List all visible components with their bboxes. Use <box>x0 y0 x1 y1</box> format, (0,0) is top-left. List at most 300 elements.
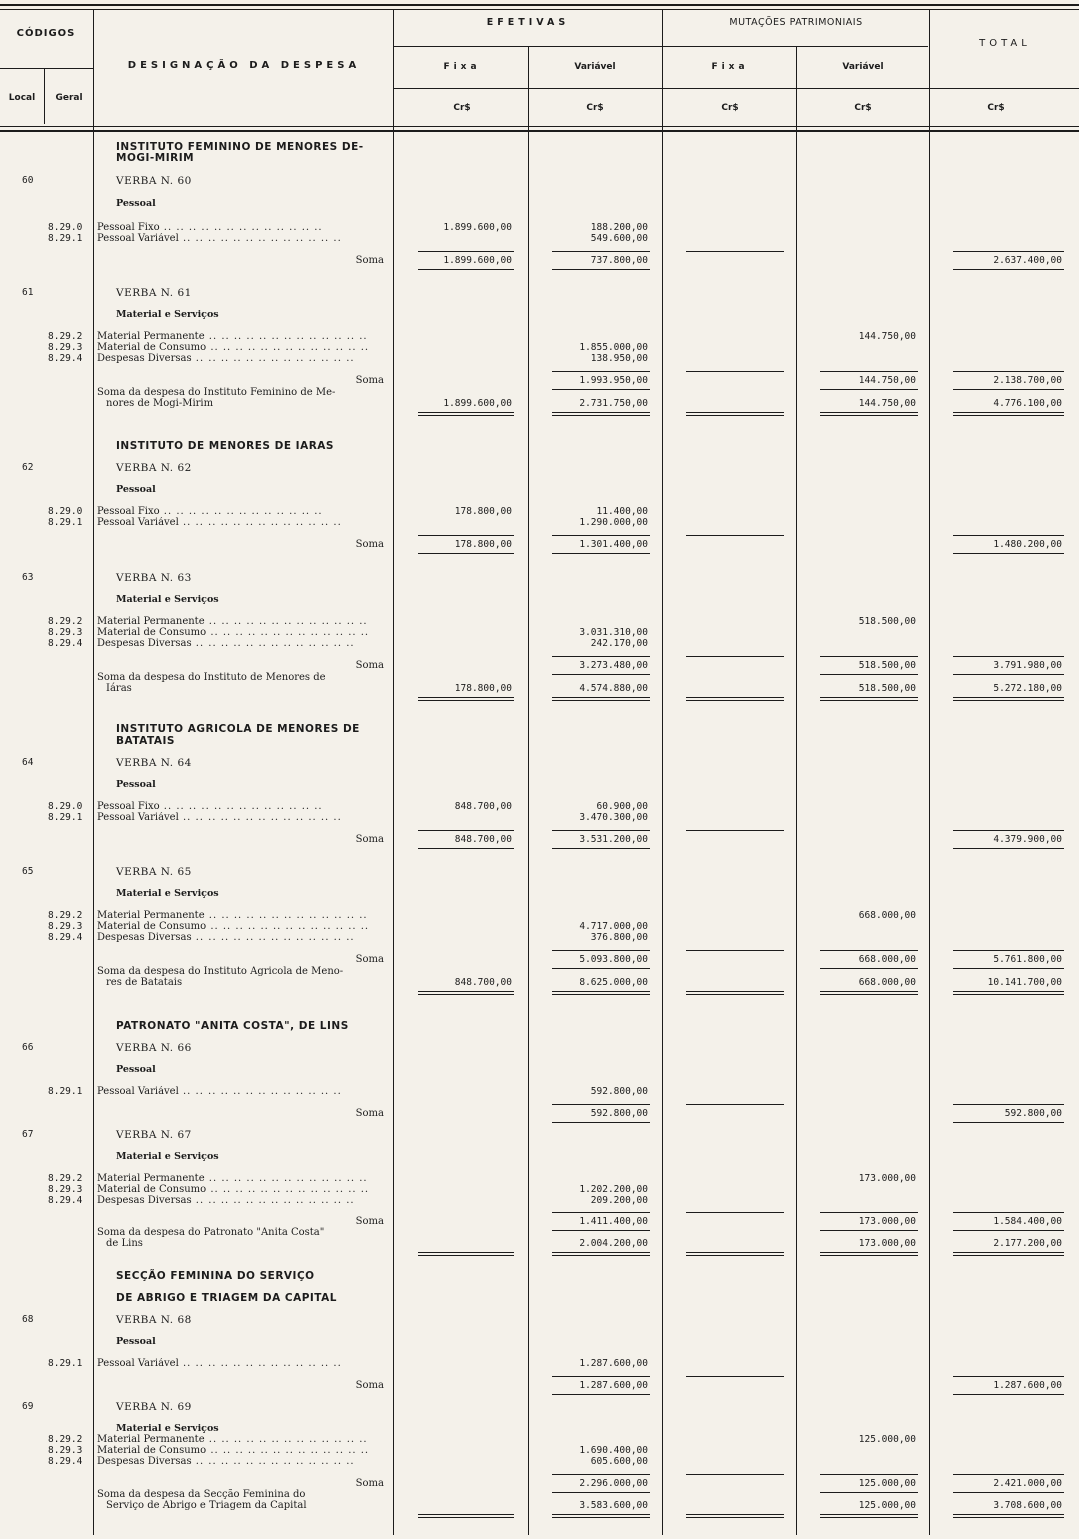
header-currency-divider <box>394 88 1079 89</box>
group-total-double-rule <box>418 697 514 701</box>
group-total-desc-2: Iáras <box>106 683 132 694</box>
amount-ef-var: 11.400,00 <box>596 506 648 517</box>
local-code: 62 <box>22 462 34 473</box>
soma-rule-above <box>953 251 1064 252</box>
soma-label: Soma <box>355 660 384 671</box>
leader-dots: .. .. .. .. .. .. .. .. .. .. .. .. .. <box>206 1184 370 1195</box>
leader-dots: .. .. .. .. .. .. .. .. .. .. .. .. .. <box>191 638 355 649</box>
group-total-total: 10.141.700,00 <box>987 977 1062 988</box>
col-sep-ef-fixa <box>528 46 529 1535</box>
header-local: Local <box>8 93 36 103</box>
soma-rule-below <box>820 968 918 969</box>
group-total-double-rule <box>552 1252 650 1256</box>
col-sep-designacao <box>393 10 394 1535</box>
local-code: 63 <box>22 572 34 583</box>
expense-description-text: Despesas Diversas <box>97 1195 192 1206</box>
geral-code: 8.29.1 <box>48 1358 83 1369</box>
soma-rule-above <box>552 371 650 372</box>
soma-rule-above <box>820 1212 918 1213</box>
expense-description-text: Pessoal Variável <box>97 233 179 244</box>
group-total-double-rule <box>552 412 650 416</box>
soma-total: 1.584.400,00 <box>993 1216 1062 1227</box>
leader-dots: .. .. .. .. .. .. .. .. .. .. .. .. .. <box>191 932 355 943</box>
group-total-double-rule <box>953 1514 1064 1518</box>
group-total-total: 3.708.600,00 <box>993 1500 1062 1511</box>
section-title: INSTITUTO DE MENORES DE IARAS <box>116 440 334 452</box>
group-total-double-rule <box>953 991 1064 995</box>
group-total-ef-var: 2.004.200,00 <box>579 1238 648 1249</box>
soma-rule-above <box>953 1474 1064 1475</box>
amount-ef-var: 592.800,00 <box>590 1086 648 1097</box>
amount-mp-var: 144.750,00 <box>858 331 916 342</box>
leader-dots: .. .. .. .. .. .. .. .. .. .. .. .. .. <box>204 1173 368 1184</box>
col-sep-efetivas <box>662 10 663 1535</box>
group-total-total: 5.272.180,00 <box>993 683 1062 694</box>
geral-code: 8.29.4 <box>48 1195 83 1206</box>
soma-rule-below <box>552 1122 650 1123</box>
verba-label: VERBA N. 69 <box>116 1401 192 1413</box>
group-total-desc-1: Soma da despesa do Instituto de Menores de <box>97 672 326 683</box>
expense-description <box>97 627 391 638</box>
group-total-double-rule <box>686 412 784 416</box>
soma-total: 1.480.200,00 <box>993 539 1062 550</box>
leader-dots: .. .. .. .. .. .. .. .. .. .. .. .. .. <box>206 342 370 353</box>
subcategory-label: Pessoal <box>116 1336 156 1347</box>
soma-rule-below <box>552 968 650 969</box>
expense-description <box>97 233 391 244</box>
verba-label: VERBA N. 61 <box>116 287 192 299</box>
soma-ef-var: 1.411.400,00 <box>579 1216 648 1227</box>
soma-label: Soma <box>355 539 384 550</box>
geral-code: 8.29.1 <box>48 812 83 823</box>
soma-mp-var: 173.000,00 <box>858 1216 916 1227</box>
expense-description-text: Despesas Diversas <box>97 932 192 943</box>
subcategory-label: Pessoal <box>116 1064 156 1075</box>
header-designacao: DESIGNAÇÃO DA DESPESA <box>127 60 361 71</box>
soma-ef-var: 1.301.400,00 <box>579 539 648 550</box>
expense-description-text: Pessoal Fixo <box>97 222 160 233</box>
soma-rule-mp-fixa <box>686 1474 784 1475</box>
leader-dots: .. .. .. .. .. .. .. .. .. .. .. .. .. <box>204 331 368 342</box>
header-mp-fixa: Fixa <box>711 62 749 72</box>
soma-label: Soma <box>355 1216 384 1227</box>
soma-rule-above <box>418 251 514 252</box>
group-total-ef-fixa: 178.800,00 <box>454 683 512 694</box>
group-total-desc-1: Soma da despesa do Patronato "Anita Costa" <box>97 1227 325 1238</box>
soma-rule-below <box>953 553 1064 554</box>
group-total-total: 2.177.200,00 <box>993 1238 1062 1249</box>
group-total-double-rule <box>820 697 918 701</box>
expense-description <box>97 812 391 823</box>
soma-rule-below <box>418 848 514 849</box>
subcategory-label: Material e Serviços <box>116 594 219 605</box>
amount-mp-var: 125.000,00 <box>858 1434 916 1445</box>
geral-code: 8.29.2 <box>48 1434 83 1445</box>
top-border-inner <box>0 9 1079 10</box>
soma-ef-var: 1.993.950,00 <box>579 375 648 386</box>
group-total-double-rule <box>418 1252 514 1256</box>
amount-ef-var: 3.031.310,00 <box>579 627 648 638</box>
group-total-double-rule <box>552 1514 650 1518</box>
group-total-double-rule <box>953 1252 1064 1256</box>
amount-ef-var: 549.600,00 <box>590 233 648 244</box>
local-code: 67 <box>22 1129 34 1140</box>
subcategory-label: Pessoal <box>116 198 156 209</box>
soma-label: Soma <box>355 1380 384 1391</box>
soma-rule-mp-fixa <box>686 656 784 657</box>
local-code: 66 <box>22 1042 34 1053</box>
section-title: INSTITUTO FEMININO DE MENORES DE- <box>116 141 364 153</box>
group-total-mp-var: 518.500,00 <box>858 683 916 694</box>
expense-description-text: Material de Consumo <box>97 921 207 932</box>
soma-rule-above <box>552 1212 650 1213</box>
expense-description-text: Pessoal Variável <box>97 1086 179 1097</box>
expense-description <box>97 638 391 649</box>
amount-ef-var: 209.200,00 <box>590 1195 648 1206</box>
soma-rule-mp-fixa <box>686 830 784 831</box>
soma-total: 2.138.700,00 <box>993 375 1062 386</box>
soma-rule-below <box>552 389 650 390</box>
amount-ef-var: 188.200,00 <box>590 222 648 233</box>
soma-rule-above <box>418 830 514 831</box>
leader-dots: .. .. .. .. .. .. .. .. .. .. .. .. .. <box>206 1445 370 1456</box>
leader-dots: .. .. .. .. .. .. .. .. .. .. .. .. .. <box>191 1195 355 1206</box>
leader-dots: .. .. .. .. .. .. .. .. .. .. .. .. .. <box>178 1086 342 1097</box>
geral-code: 8.29.3 <box>48 1184 83 1195</box>
local-code: 65 <box>22 866 34 877</box>
group-total-mp-var: 144.750,00 <box>858 398 916 409</box>
soma-rule-above <box>552 830 650 831</box>
header-total: TOTAL <box>979 38 1031 49</box>
section-title: PATRONATO "ANITA COSTA", DE LINS <box>116 1020 349 1032</box>
expense-description-text: Despesas Diversas <box>97 353 192 364</box>
soma-rule-above <box>953 656 1064 657</box>
amount-ef-var: 605.600,00 <box>590 1456 648 1467</box>
soma-rule-mp-fixa <box>686 371 784 372</box>
group-total-double-rule <box>820 991 918 995</box>
group-total-desc-1: Soma da despesa da Secção Feminina do <box>97 1489 306 1500</box>
expense-description <box>97 342 391 353</box>
soma-rule-below <box>552 1492 650 1493</box>
expense-description <box>97 222 391 233</box>
leader-dots: .. .. .. .. .. .. .. .. .. .. .. .. .. <box>204 910 368 921</box>
soma-rule-above <box>953 1104 1064 1105</box>
local-code: 60 <box>22 175 34 186</box>
leader-dots: .. .. .. .. .. .. .. .. .. .. .. .. .. <box>159 222 323 233</box>
soma-rule-below <box>820 1230 918 1231</box>
geral-code: 8.29.4 <box>48 932 83 943</box>
expense-description-text: Material Permanente <box>97 616 205 627</box>
group-total-desc-1: Soma da despesa do Instituto Agricola de Meno- <box>97 966 344 977</box>
leader-dots: .. .. .. .. .. .. .. .. .. .. .. .. .. <box>178 517 342 528</box>
header-efetivas: EFETIVAS <box>486 17 570 28</box>
soma-rule-below <box>953 674 1064 675</box>
amount-ef-var: 1.202.200,00 <box>579 1184 648 1195</box>
geral-code: 8.29.1 <box>48 233 83 244</box>
soma-rule-below <box>552 1230 650 1231</box>
soma-label: Soma <box>355 954 384 965</box>
group-total-desc-2: nores de Mogi-Mirim <box>106 398 214 409</box>
soma-ef-fixa: 1.899.600,00 <box>443 255 512 266</box>
col-sep-mutacoes <box>929 10 930 1535</box>
col-sep-mp-fixa <box>796 46 797 1535</box>
amount-ef-var: 1.290.000,00 <box>579 517 648 528</box>
geral-code: 8.29.2 <box>48 910 83 921</box>
group-total-double-rule <box>686 697 784 701</box>
col-sep-local-header <box>44 68 45 124</box>
expense-description <box>97 353 391 364</box>
verba-label: VERBA N. 60 <box>116 175 192 187</box>
leader-dots: .. .. .. .. .. .. .. .. .. .. .. .. .. <box>206 627 370 638</box>
soma-label: Soma <box>355 1478 384 1489</box>
subcategory-label: Pessoal <box>116 484 156 495</box>
currency-total: Cr$ <box>987 103 1005 113</box>
soma-ef-var: 737.800,00 <box>590 255 648 266</box>
currency-ef-variavel: Cr$ <box>586 103 604 113</box>
group-total-ef-var: 2.731.750,00 <box>579 398 648 409</box>
group-total-ef-var: 3.583.600,00 <box>579 1500 648 1511</box>
group-total-double-rule <box>820 412 918 416</box>
header-mutacoes: MUTAÇÕES PATRIMONIAIS <box>729 17 863 28</box>
soma-rule-mp-fixa <box>686 251 784 252</box>
soma-label: Soma <box>355 834 384 845</box>
group-total-double-rule <box>418 991 514 995</box>
soma-total: 5.761.800,00 <box>993 954 1062 965</box>
currency-mp-fixa: Cr$ <box>721 103 739 113</box>
expense-description <box>97 1184 391 1195</box>
top-border <box>0 4 1079 6</box>
soma-rule-below <box>820 389 918 390</box>
expense-description-text: Material Permanente <box>97 910 205 921</box>
soma-rule-mp-fixa <box>686 1212 784 1213</box>
expense-description-text: Despesas Diversas <box>97 638 192 649</box>
soma-ef-fixa: 178.800,00 <box>454 539 512 550</box>
header-bottom-border <box>0 126 1079 127</box>
header-mp-variavel: Variável <box>842 62 884 72</box>
expense-description-text: Material de Consumo <box>97 1184 207 1195</box>
expense-description-text: Material de Consumo <box>97 627 207 638</box>
soma-mp-var: 518.500,00 <box>858 660 916 671</box>
soma-rule-above <box>953 371 1064 372</box>
geral-code: 8.29.1 <box>48 517 83 528</box>
group-total-total: 4.776.100,00 <box>993 398 1062 409</box>
geral-code: 8.29.2 <box>48 1173 83 1184</box>
geral-code: 8.29.3 <box>48 1445 83 1456</box>
expense-description-text: Despesas Diversas <box>97 1456 192 1467</box>
soma-rule-above <box>953 830 1064 831</box>
local-code: 68 <box>22 1314 34 1325</box>
geral-code: 8.29.3 <box>48 921 83 932</box>
soma-rule-above <box>552 535 650 536</box>
soma-rule-above <box>820 371 918 372</box>
group-total-double-rule <box>820 1252 918 1256</box>
header-ef-variavel: Variável <box>574 62 616 72</box>
amount-ef-var: 4.717.000,00 <box>579 921 648 932</box>
expense-description <box>97 932 391 943</box>
expense-description <box>97 1173 391 1184</box>
verba-label: VERBA N. 63 <box>116 572 192 584</box>
soma-label: Soma <box>355 1108 384 1119</box>
geral-code: 8.29.0 <box>48 506 83 517</box>
expense-description-text: Pessoal Variável <box>97 1358 179 1369</box>
group-total-ef-fixa: 1.899.600,00 <box>443 398 512 409</box>
soma-rule-below <box>953 269 1064 270</box>
expense-description-text: Pessoal Fixo <box>97 506 160 517</box>
amount-ef-var: 1.855.000,00 <box>579 342 648 353</box>
group-total-double-rule <box>686 1514 784 1518</box>
subcategory-label: Material e Serviços <box>116 1151 219 1162</box>
soma-rule-below <box>552 269 650 270</box>
soma-rule-above <box>820 950 918 951</box>
soma-rule-above <box>552 1376 650 1377</box>
expense-description <box>97 506 391 517</box>
amount-ef-fixa: 1.899.600,00 <box>443 222 512 233</box>
expense-description-text: Pessoal Fixo <box>97 801 160 812</box>
amount-mp-var: 668.000,00 <box>858 910 916 921</box>
soma-rule-above <box>418 535 514 536</box>
soma-rule-below <box>418 269 514 270</box>
amount-ef-fixa: 848.700,00 <box>454 801 512 812</box>
group-total-double-rule <box>820 1514 918 1518</box>
soma-ef-fixa: 848.700,00 <box>454 834 512 845</box>
group-total-double-rule <box>418 1514 514 1518</box>
leader-dots: .. .. .. .. .. .. .. .. .. .. .. .. .. <box>159 506 323 517</box>
soma-rule-above <box>953 535 1064 536</box>
header-codes-divider <box>0 68 93 69</box>
amount-ef-var: 60.900,00 <box>596 801 648 812</box>
soma-rule-below <box>820 1492 918 1493</box>
soma-rule-below <box>953 1492 1064 1493</box>
expense-description-text: Material Permanente <box>97 1173 205 1184</box>
soma-rule-below <box>820 674 918 675</box>
amount-mp-var: 518.500,00 <box>858 616 916 627</box>
section-title: BATATAIS <box>116 735 175 747</box>
verba-label: VERBA N. 64 <box>116 757 192 769</box>
soma-ef-var: 592.800,00 <box>590 1108 648 1119</box>
verba-label: VERBA N. 66 <box>116 1042 192 1054</box>
soma-rule-below <box>953 1394 1064 1395</box>
amount-mp-var: 173.000,00 <box>858 1173 916 1184</box>
soma-ef-var: 3.531.200,00 <box>579 834 648 845</box>
expense-description <box>97 616 391 627</box>
soma-rule-above <box>953 1212 1064 1213</box>
soma-mp-var: 125.000,00 <box>858 1478 916 1489</box>
soma-rule-above <box>953 1376 1064 1377</box>
geral-code: 8.29.0 <box>48 801 83 812</box>
leader-dots: .. .. .. .. .. .. .. .. .. .. .. .. .. <box>206 921 370 932</box>
soma-rule-below <box>552 674 650 675</box>
soma-ef-var: 3.273.480,00 <box>579 660 648 671</box>
header-codigos: CÓDIGOS <box>16 28 76 39</box>
soma-rule-below <box>953 1122 1064 1123</box>
soma-rule-above <box>552 1104 650 1105</box>
group-total-desc-2: Serviço de Abrigo e Triagem da Capital <box>106 1500 307 1511</box>
verba-label: VERBA N. 65 <box>116 866 192 878</box>
subcategory-label: Material e Serviços <box>116 309 219 320</box>
soma-ef-var: 2.296.000,00 <box>579 1478 648 1489</box>
soma-rule-mp-fixa <box>686 535 784 536</box>
leader-dots: .. .. .. .. .. .. .. .. .. .. .. .. .. <box>204 616 368 627</box>
geral-code: 8.29.3 <box>48 627 83 638</box>
geral-code: 8.29.2 <box>48 331 83 342</box>
expense-description <box>97 1358 391 1369</box>
geral-code: 8.29.2 <box>48 616 83 627</box>
soma-rule-below <box>953 848 1064 849</box>
soma-rule-below <box>953 968 1064 969</box>
group-total-double-rule <box>953 697 1064 701</box>
soma-mp-var: 144.750,00 <box>858 375 916 386</box>
soma-label: Soma <box>355 375 384 386</box>
local-code: 69 <box>22 1401 34 1412</box>
soma-total: 2.421.000,00 <box>993 1478 1062 1489</box>
geral-code: 8.29.1 <box>48 1086 83 1097</box>
group-total-double-rule <box>686 1252 784 1256</box>
leader-dots: .. .. .. .. .. .. .. .. .. .. .. .. .. <box>178 812 342 823</box>
group-total-double-rule <box>953 412 1064 416</box>
group-total-double-rule <box>418 412 514 416</box>
header-geral: Geral <box>55 93 83 103</box>
header-ef-fixa: Fixa <box>443 62 481 72</box>
leader-dots: .. .. .. .. .. .. .. .. .. .. .. .. .. <box>191 353 355 364</box>
leader-dots: .. .. .. .. .. .. .. .. .. .. .. .. .. <box>178 1358 342 1369</box>
group-total-desc-2: res de Batatais <box>106 977 183 988</box>
group-total-ef-fixa: 848.700,00 <box>454 977 512 988</box>
subcategory-label: Material e Serviços <box>116 1423 219 1434</box>
group-total-double-rule <box>552 991 650 995</box>
soma-mp-var: 668.000,00 <box>858 954 916 965</box>
leader-dots: .. .. .. .. .. .. .. .. .. .. .. .. .. <box>204 1434 368 1445</box>
geral-code: 8.29.4 <box>48 1456 83 1467</box>
soma-rule-above <box>953 950 1064 951</box>
group-total-double-rule <box>552 697 650 701</box>
amount-ef-fixa: 178.800,00 <box>454 506 512 517</box>
soma-rule-below <box>418 553 514 554</box>
expense-description-text: Material de Consumo <box>97 1445 207 1456</box>
expense-description <box>97 1086 391 1097</box>
geral-code: 8.29.4 <box>48 638 83 649</box>
header-sub-divider <box>394 46 928 47</box>
col-sep-codes <box>93 10 94 1535</box>
expense-description-text: Material Permanente <box>97 1434 205 1445</box>
expense-description <box>97 1445 391 1456</box>
soma-rule-above <box>552 251 650 252</box>
group-total-mp-var: 668.000,00 <box>858 977 916 988</box>
expense-description <box>97 801 391 812</box>
amount-ef-var: 1.690.400,00 <box>579 1445 648 1456</box>
subcategory-label: Pessoal <box>116 779 156 790</box>
group-total-ef-var: 4.574.880,00 <box>579 683 648 694</box>
expense-description-text: Material Permanente <box>97 331 205 342</box>
header-bottom-border-inner <box>0 130 1079 132</box>
soma-total: 592.800,00 <box>1004 1108 1062 1119</box>
geral-code: 8.29.3 <box>48 342 83 353</box>
group-total-mp-var: 173.000,00 <box>858 1238 916 1249</box>
soma-rule-above <box>552 950 650 951</box>
verba-label: VERBA N. 67 <box>116 1129 192 1141</box>
soma-rule-above <box>820 656 918 657</box>
soma-rule-mp-fixa <box>686 950 784 951</box>
soma-rule-mp-fixa <box>686 1104 784 1105</box>
soma-rule-mp-fixa <box>686 1376 784 1377</box>
section-title: SECÇÃO FEMININA DO SERVIÇO <box>116 1270 315 1282</box>
group-total-ef-var: 8.625.000,00 <box>579 977 648 988</box>
soma-rule-below <box>552 848 650 849</box>
soma-rule-above <box>820 1474 918 1475</box>
geral-code: 8.29.0 <box>48 222 83 233</box>
soma-label: Soma <box>355 255 384 266</box>
soma-ef-var: 1.287.600,00 <box>579 1380 648 1391</box>
expense-description <box>97 910 391 921</box>
